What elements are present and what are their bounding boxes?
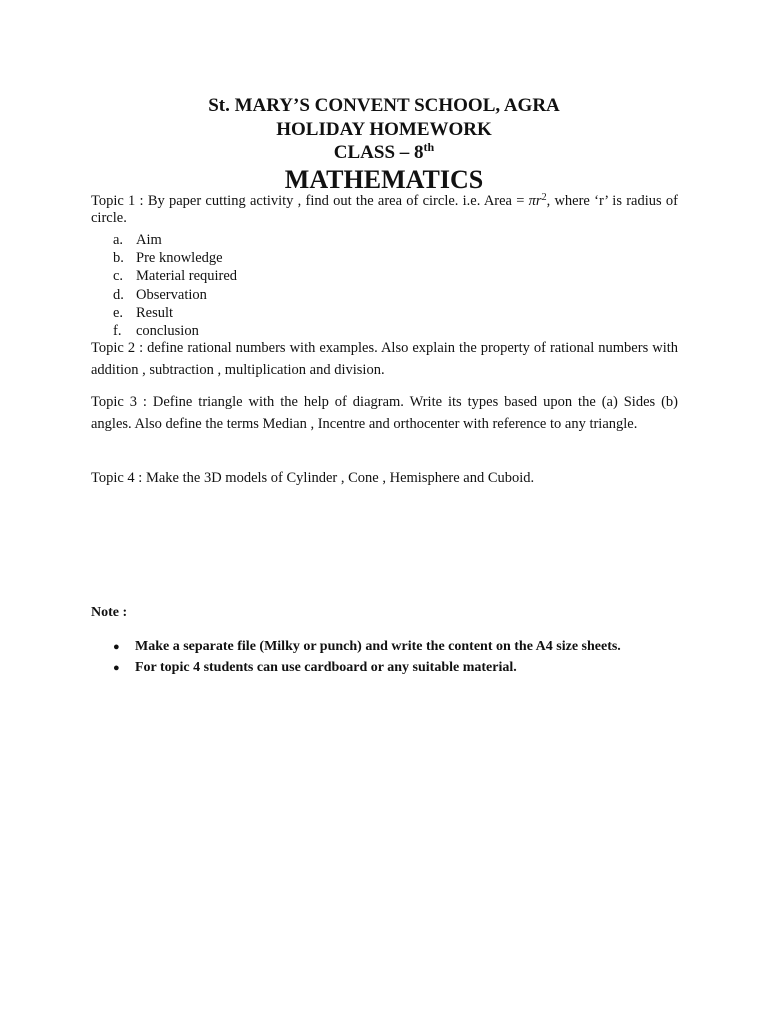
topic-3: Topic 3 : Define triangle with the help of diagram. Write its types based upon the (a) Sides (b) angles. Also define the terms Median , Incentre and orthocenter with reference to any triangle. [91, 394, 678, 432]
topic-2: Topic 2 : define rational numbers with examples. Also explain the property of rational numbers with addition , subtraction , multiplication and division. [91, 340, 678, 378]
list-item [113, 249, 237, 267]
list-marker: f. [113, 322, 122, 339]
list-marker: d. [113, 286, 124, 303]
list-item-label: Pre knowledge [136, 250, 223, 267]
list-item-label: Aim [136, 232, 162, 248]
subject-heading: MATHEMATICS [284, 165, 484, 194]
note-item [113, 657, 621, 678]
school-name: St. MARY’S CONVENT SCHOOL, AGRA [208, 95, 560, 116]
note-label: Note : [91, 605, 128, 620]
list-item [113, 267, 237, 285]
class-label: CLASS – 8 [333, 142, 424, 163]
list-marker: c. [113, 268, 124, 285]
list-item [113, 304, 237, 322]
list-item [113, 231, 237, 249]
topic-1-text-end: , where ‘r’ is radius of circle. [91, 193, 678, 226]
list-item-label: Material required [136, 268, 238, 285]
list-item-label: Result [136, 304, 174, 321]
note-list [113, 636, 621, 678]
list-marker: e. [113, 304, 124, 321]
formula-exponent: 2 [541, 192, 547, 203]
list-marker: a. [113, 232, 124, 248]
topic-1-subitems [113, 231, 237, 340]
document-title: HOLIDAY HOMEWORK [276, 119, 492, 140]
list-item-label: conclusion [136, 322, 199, 339]
list-marker: b. [113, 250, 124, 267]
topic-4: Topic 4 : Make the 3D models of Cylinder , Cone , Hemisphere and Cuboid. [91, 470, 535, 486]
list-item [113, 286, 237, 304]
topic-1-text: Topic 1 : By paper cutting activity , find out the area of circle. i.e. Area = [91, 193, 529, 209]
note-text: For topic 4 students can use cardboard or any suitable material. [135, 660, 517, 675]
area-formula [529, 193, 547, 209]
formula-base: πr [528, 193, 542, 209]
note-text: Make a separate file (Milky or punch) and write the content on the A4 size sheets. [135, 639, 621, 654]
class-suffix: th [423, 140, 435, 154]
bullet-icon: ● [113, 641, 120, 653]
bullet-icon: ● [113, 662, 120, 674]
class-heading [0, 142, 768, 164]
note-item [113, 636, 621, 657]
topic-1 [91, 193, 678, 227]
list-item-label: Observation [136, 286, 207, 303]
